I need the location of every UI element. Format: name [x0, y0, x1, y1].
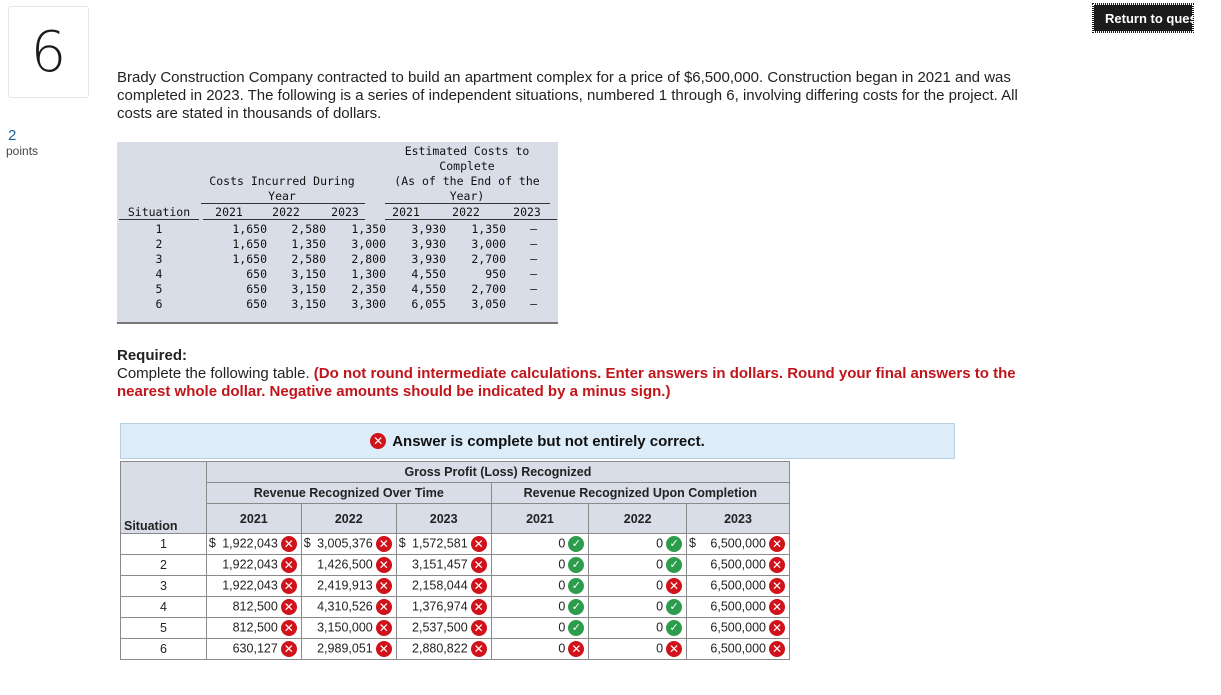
- answer-value: 812,500: [232, 599, 278, 614]
- answer-value: 3,150,000: [317, 620, 373, 635]
- cost-value-cell: —: [530, 222, 537, 236]
- problem-text: Brady Construction Company contracted to build an apartment complex for a price of $6,500,000. Construction began in 2021 and was completed in 2023. The following is a series of independent situations, numbered 1 through 6, involving differing costs for the project. All costs are stated in thousands of dollars.: [117, 69, 1018, 122]
- points-label: points: [6, 144, 39, 158]
- year-header: 2022: [301, 504, 396, 534]
- cost-value-cell: 3,150: [291, 282, 326, 296]
- answer-input-cell[interactable]: [206, 639, 301, 660]
- answer-input-cell[interactable]: [396, 555, 491, 576]
- answer-input-cell[interactable]: [396, 534, 491, 555]
- answer-value: 4,310,526: [317, 599, 373, 614]
- over-time-header: Revenue Recognized Over Time: [206, 483, 491, 504]
- answer-input-cell[interactable]: [396, 618, 491, 639]
- cost-situation-cell: 6: [155, 297, 163, 311]
- answer-input-cell[interactable]: [206, 576, 301, 597]
- answer-value: 0: [558, 536, 566, 551]
- cost-value-cell: 4,550: [411, 282, 446, 296]
- answer-input-cell[interactable]: [491, 555, 589, 576]
- cost-value-cell: 1,650: [232, 237, 267, 251]
- incorrect-icon: ✕: [281, 620, 297, 636]
- answer-input-cell[interactable]: [301, 618, 396, 639]
- answer-value: 6,500,000: [710, 578, 766, 593]
- correct-icon: ✓: [568, 536, 584, 552]
- situation-header: Situation: [121, 504, 207, 534]
- cost-value-cell: 1,350: [471, 222, 506, 236]
- cost-value-cell: 6,055: [411, 297, 446, 311]
- currency-symbol: $: [398, 536, 406, 550]
- correct-icon: ✓: [666, 557, 682, 573]
- answer-input-cell[interactable]: [301, 639, 396, 660]
- estimated-costs-header-1: Estimated Costs to: [404, 144, 530, 158]
- answer-input-cell[interactable]: [301, 597, 396, 618]
- answer-value: 3,151,457: [412, 557, 468, 572]
- year-header: 2021: [206, 504, 301, 534]
- incorrect-icon: ✕: [471, 557, 487, 573]
- correct-icon: ✓: [568, 557, 584, 573]
- cost-value-cell: 3,000: [471, 237, 506, 251]
- year-header: 2022: [589, 504, 687, 534]
- estimated-costs-header-3: (As of the End of the: [394, 174, 540, 188]
- year-header: 2022: [452, 205, 480, 219]
- upon-completion-header: Revenue Recognized Upon Completion: [491, 483, 789, 504]
- incorrect-icon: ✕: [376, 578, 392, 594]
- currency-symbol: $: [689, 536, 696, 550]
- correct-icon: ✓: [666, 599, 682, 615]
- cost-value-cell: 1,350: [291, 237, 326, 251]
- incorrect-icon: ✕: [666, 578, 682, 594]
- situation-cell: 2: [121, 555, 207, 576]
- year-header: 2021: [491, 504, 589, 534]
- correct-icon: ✓: [666, 536, 682, 552]
- answer-row: [121, 597, 790, 618]
- answer-input-cell[interactable]: [687, 555, 790, 576]
- year-header: 2023: [513, 205, 541, 219]
- incorrect-icon: ✕: [376, 620, 392, 636]
- incorrect-icon: ✕: [769, 641, 785, 657]
- answer-row: [121, 576, 790, 597]
- answer-value: 2,880,822: [412, 641, 468, 656]
- answer-value: 3,005,376: [317, 536, 373, 551]
- incorrect-icon: ✕: [471, 641, 487, 657]
- answer-input-cell[interactable]: [491, 534, 589, 555]
- answer-row: [121, 618, 790, 639]
- year-header: 2023: [687, 504, 790, 534]
- answer-value: 2,989,051: [317, 641, 373, 656]
- answer-value: 6,500,000: [710, 536, 766, 551]
- cost-value-cell: 3,050: [471, 297, 506, 311]
- answer-value: 2,158,044: [412, 578, 468, 593]
- cost-value-cell: —: [530, 282, 537, 296]
- cost-value-cell: —: [530, 297, 537, 311]
- answer-input-cell[interactable]: [491, 618, 589, 639]
- incorrect-icon: ✕: [769, 599, 785, 615]
- answer-row: [121, 534, 790, 555]
- answer-input-cell[interactable]: [301, 555, 396, 576]
- cost-situation-cell: 3: [155, 252, 163, 266]
- incorrect-icon: ✕: [471, 578, 487, 594]
- incorrect-icon: ✕: [376, 641, 392, 657]
- incorrect-icon: ✕: [376, 536, 392, 552]
- answer-input-cell[interactable]: [589, 555, 687, 576]
- answer-value: 0: [656, 536, 664, 551]
- answer-input-cell[interactable]: [589, 576, 687, 597]
- answer-value: 1,376,974: [412, 599, 468, 614]
- cost-value-cell: 3,150: [291, 297, 326, 311]
- answer-input-cell[interactable]: [396, 576, 491, 597]
- year-header: 2022: [272, 205, 300, 219]
- incorrect-icon: ✕: [281, 578, 297, 594]
- cost-value-cell: 1,300: [351, 267, 386, 281]
- cost-data-table: [117, 142, 558, 324]
- answer-value: 2,537,500: [412, 620, 468, 635]
- incorrect-icon: ✕: [281, 536, 297, 552]
- answer-value: 1,922,043: [222, 536, 278, 551]
- answer-value: 6,500,000: [710, 557, 766, 572]
- cost-value-cell: 2,350: [351, 282, 386, 296]
- answer-value: 0: [656, 578, 664, 593]
- answer-input-cell[interactable]: [687, 639, 790, 660]
- cost-situation-cell: 1: [155, 222, 163, 236]
- incorrect-icon: ✕: [471, 536, 487, 552]
- cost-value-cell: 650: [246, 267, 267, 281]
- answer-row: [121, 555, 790, 576]
- answer-input-cell[interactable]: [206, 597, 301, 618]
- answer-input-cell[interactable]: [206, 534, 301, 555]
- answer-status-banner: [120, 423, 955, 459]
- cost-value-cell: 2,800: [351, 252, 386, 266]
- question-number: 6: [30, 19, 67, 85]
- cost-value-cell: 650: [246, 297, 267, 311]
- cost-value-cell: 1,650: [232, 252, 267, 266]
- correct-icon: ✓: [568, 620, 584, 636]
- year-header: 2023: [331, 205, 359, 219]
- correct-icon: ✓: [568, 578, 584, 594]
- situation-header: Situation: [127, 205, 191, 219]
- answer-table: [120, 461, 790, 660]
- cost-value-cell: 2,580: [291, 252, 326, 266]
- answer-input-cell[interactable]: [491, 639, 589, 660]
- cost-value-cell: 3,300: [351, 297, 386, 311]
- cost-value-cell: 1,650: [232, 222, 267, 236]
- cost-value-cell: 3,000: [351, 237, 386, 251]
- answer-value: 812,500: [232, 620, 278, 635]
- currency-symbol: $: [208, 536, 216, 550]
- year-header: 2023: [396, 504, 491, 534]
- estimated-costs-header-2: Complete: [439, 159, 495, 173]
- incorrect-icon: ✕: [769, 536, 785, 552]
- answer-input-cell[interactable]: [491, 576, 589, 597]
- situation-cell: 4: [121, 597, 207, 618]
- answer-value: 1,572,581: [412, 536, 468, 551]
- costs-incurred-header-2: Year: [268, 189, 296, 203]
- cost-value-cell: —: [530, 252, 537, 266]
- incorrect-icon: ✕: [281, 599, 297, 615]
- status-message: Answer is complete but not entirely correct.: [392, 432, 705, 450]
- year-header: 2021: [215, 205, 243, 219]
- situation-cell: 5: [121, 618, 207, 639]
- answer-value: 0: [558, 641, 566, 656]
- return-to-question-button[interactable]: Return to question: [1093, 4, 1193, 32]
- situation-cell: 1: [121, 534, 207, 555]
- incorrect-icon: ✕: [376, 599, 392, 615]
- answer-value: 0: [656, 557, 664, 572]
- required-section: [117, 347, 1047, 401]
- answer-input-cell[interactable]: [589, 639, 687, 660]
- answer-value: 0: [558, 620, 566, 635]
- cost-value-cell: 3,930: [411, 252, 446, 266]
- incorrect-icon: ✕: [568, 641, 584, 657]
- answer-input-cell[interactable]: [301, 534, 396, 555]
- incorrect-icon: ✕: [769, 557, 785, 573]
- answer-value: 2,419,913: [317, 578, 373, 593]
- situation-cell: 6: [121, 639, 207, 660]
- answer-input-cell[interactable]: [589, 597, 687, 618]
- answer-input-cell[interactable]: [206, 618, 301, 639]
- incorrect-icon: ✕: [376, 557, 392, 573]
- answer-value: 6,500,000: [710, 599, 766, 614]
- answer-value: 0: [656, 641, 664, 656]
- incorrect-icon: ✕: [281, 641, 297, 657]
- incorrect-icon: ✕: [769, 578, 785, 594]
- cost-situation-cell: 2: [155, 237, 163, 251]
- cost-value-cell: 2,700: [471, 252, 506, 266]
- answer-row: [121, 639, 790, 660]
- answer-input-cell[interactable]: [206, 555, 301, 576]
- answer-input-cell[interactable]: [687, 597, 790, 618]
- incorrect-icon: ✕: [471, 599, 487, 615]
- incorrect-icon: ✕: [281, 557, 297, 573]
- points-value: 2: [8, 127, 17, 144]
- question-number-card: [8, 6, 89, 98]
- answer-input-cell[interactable]: [491, 597, 589, 618]
- gross-profit-header: Gross Profit (Loss) Recognized: [206, 462, 789, 483]
- answer-input-cell[interactable]: [687, 618, 790, 639]
- answer-value: 0: [558, 578, 566, 593]
- correct-icon: ✓: [666, 620, 682, 636]
- cost-value-cell: 3,930: [411, 237, 446, 251]
- costs-incurred-header-1: Costs Incurred During: [209, 174, 355, 188]
- cost-value-cell: 4,550: [411, 267, 446, 281]
- cost-value-cell: 2,700: [471, 282, 506, 296]
- cost-value-cell: 650: [246, 282, 267, 296]
- cost-situation-cell: 5: [155, 282, 163, 296]
- required-text: Complete the following table.: [117, 365, 310, 382]
- incorrect-icon: ✕: [370, 433, 386, 449]
- correct-icon: ✓: [568, 599, 584, 615]
- cost-value-cell: 3,150: [291, 267, 326, 281]
- year-header: 2021: [392, 205, 420, 219]
- answer-value: 6,500,000: [710, 641, 766, 656]
- incorrect-icon: ✕: [471, 620, 487, 636]
- cost-value-cell: 3,930: [411, 222, 446, 236]
- answer-value: 1,922,043: [222, 557, 278, 572]
- answer-value: 1,922,043: [222, 578, 278, 593]
- answer-value: 0: [558, 599, 566, 614]
- answer-input-cell[interactable]: [396, 597, 491, 618]
- incorrect-icon: ✕: [666, 641, 682, 657]
- cost-value-cell: 1,350: [351, 222, 386, 236]
- answer-value: 0: [558, 557, 566, 572]
- answer-input-cell[interactable]: [589, 618, 687, 639]
- answer-input-cell[interactable]: [589, 534, 687, 555]
- cost-value-cell: —: [530, 237, 537, 251]
- answer-value: 6,500,000: [710, 620, 766, 635]
- answer-value: 630,127: [232, 641, 278, 656]
- answer-value: 0: [656, 599, 664, 614]
- answer-value: 0: [656, 620, 664, 635]
- corner-cell: [121, 462, 207, 483]
- cost-value-cell: —: [530, 267, 537, 281]
- currency-symbol: $: [303, 536, 311, 550]
- answer-input-cell[interactable]: [687, 534, 790, 555]
- situation-cell: 3: [121, 576, 207, 597]
- required-instruction: (Do not round intermediate calculations. Enter answers in dollars. Round your final answers to the nearest whole dollar. Negative amounts should be indicated by a minus sign.): [117, 365, 1016, 400]
- answer-value: 1,426,500: [317, 557, 373, 572]
- answer-input-cell[interactable]: [396, 639, 491, 660]
- estimated-costs-header-4: Year): [449, 189, 485, 203]
- answer-input-cell[interactable]: [301, 576, 396, 597]
- cost-situation-cell: 4: [155, 267, 163, 281]
- cost-value-cell: 950: [485, 267, 506, 281]
- incorrect-icon: ✕: [769, 620, 785, 636]
- answer-input-cell[interactable]: [687, 576, 790, 597]
- cost-value-cell: 2,580: [291, 222, 326, 236]
- required-title: Required:: [117, 347, 188, 364]
